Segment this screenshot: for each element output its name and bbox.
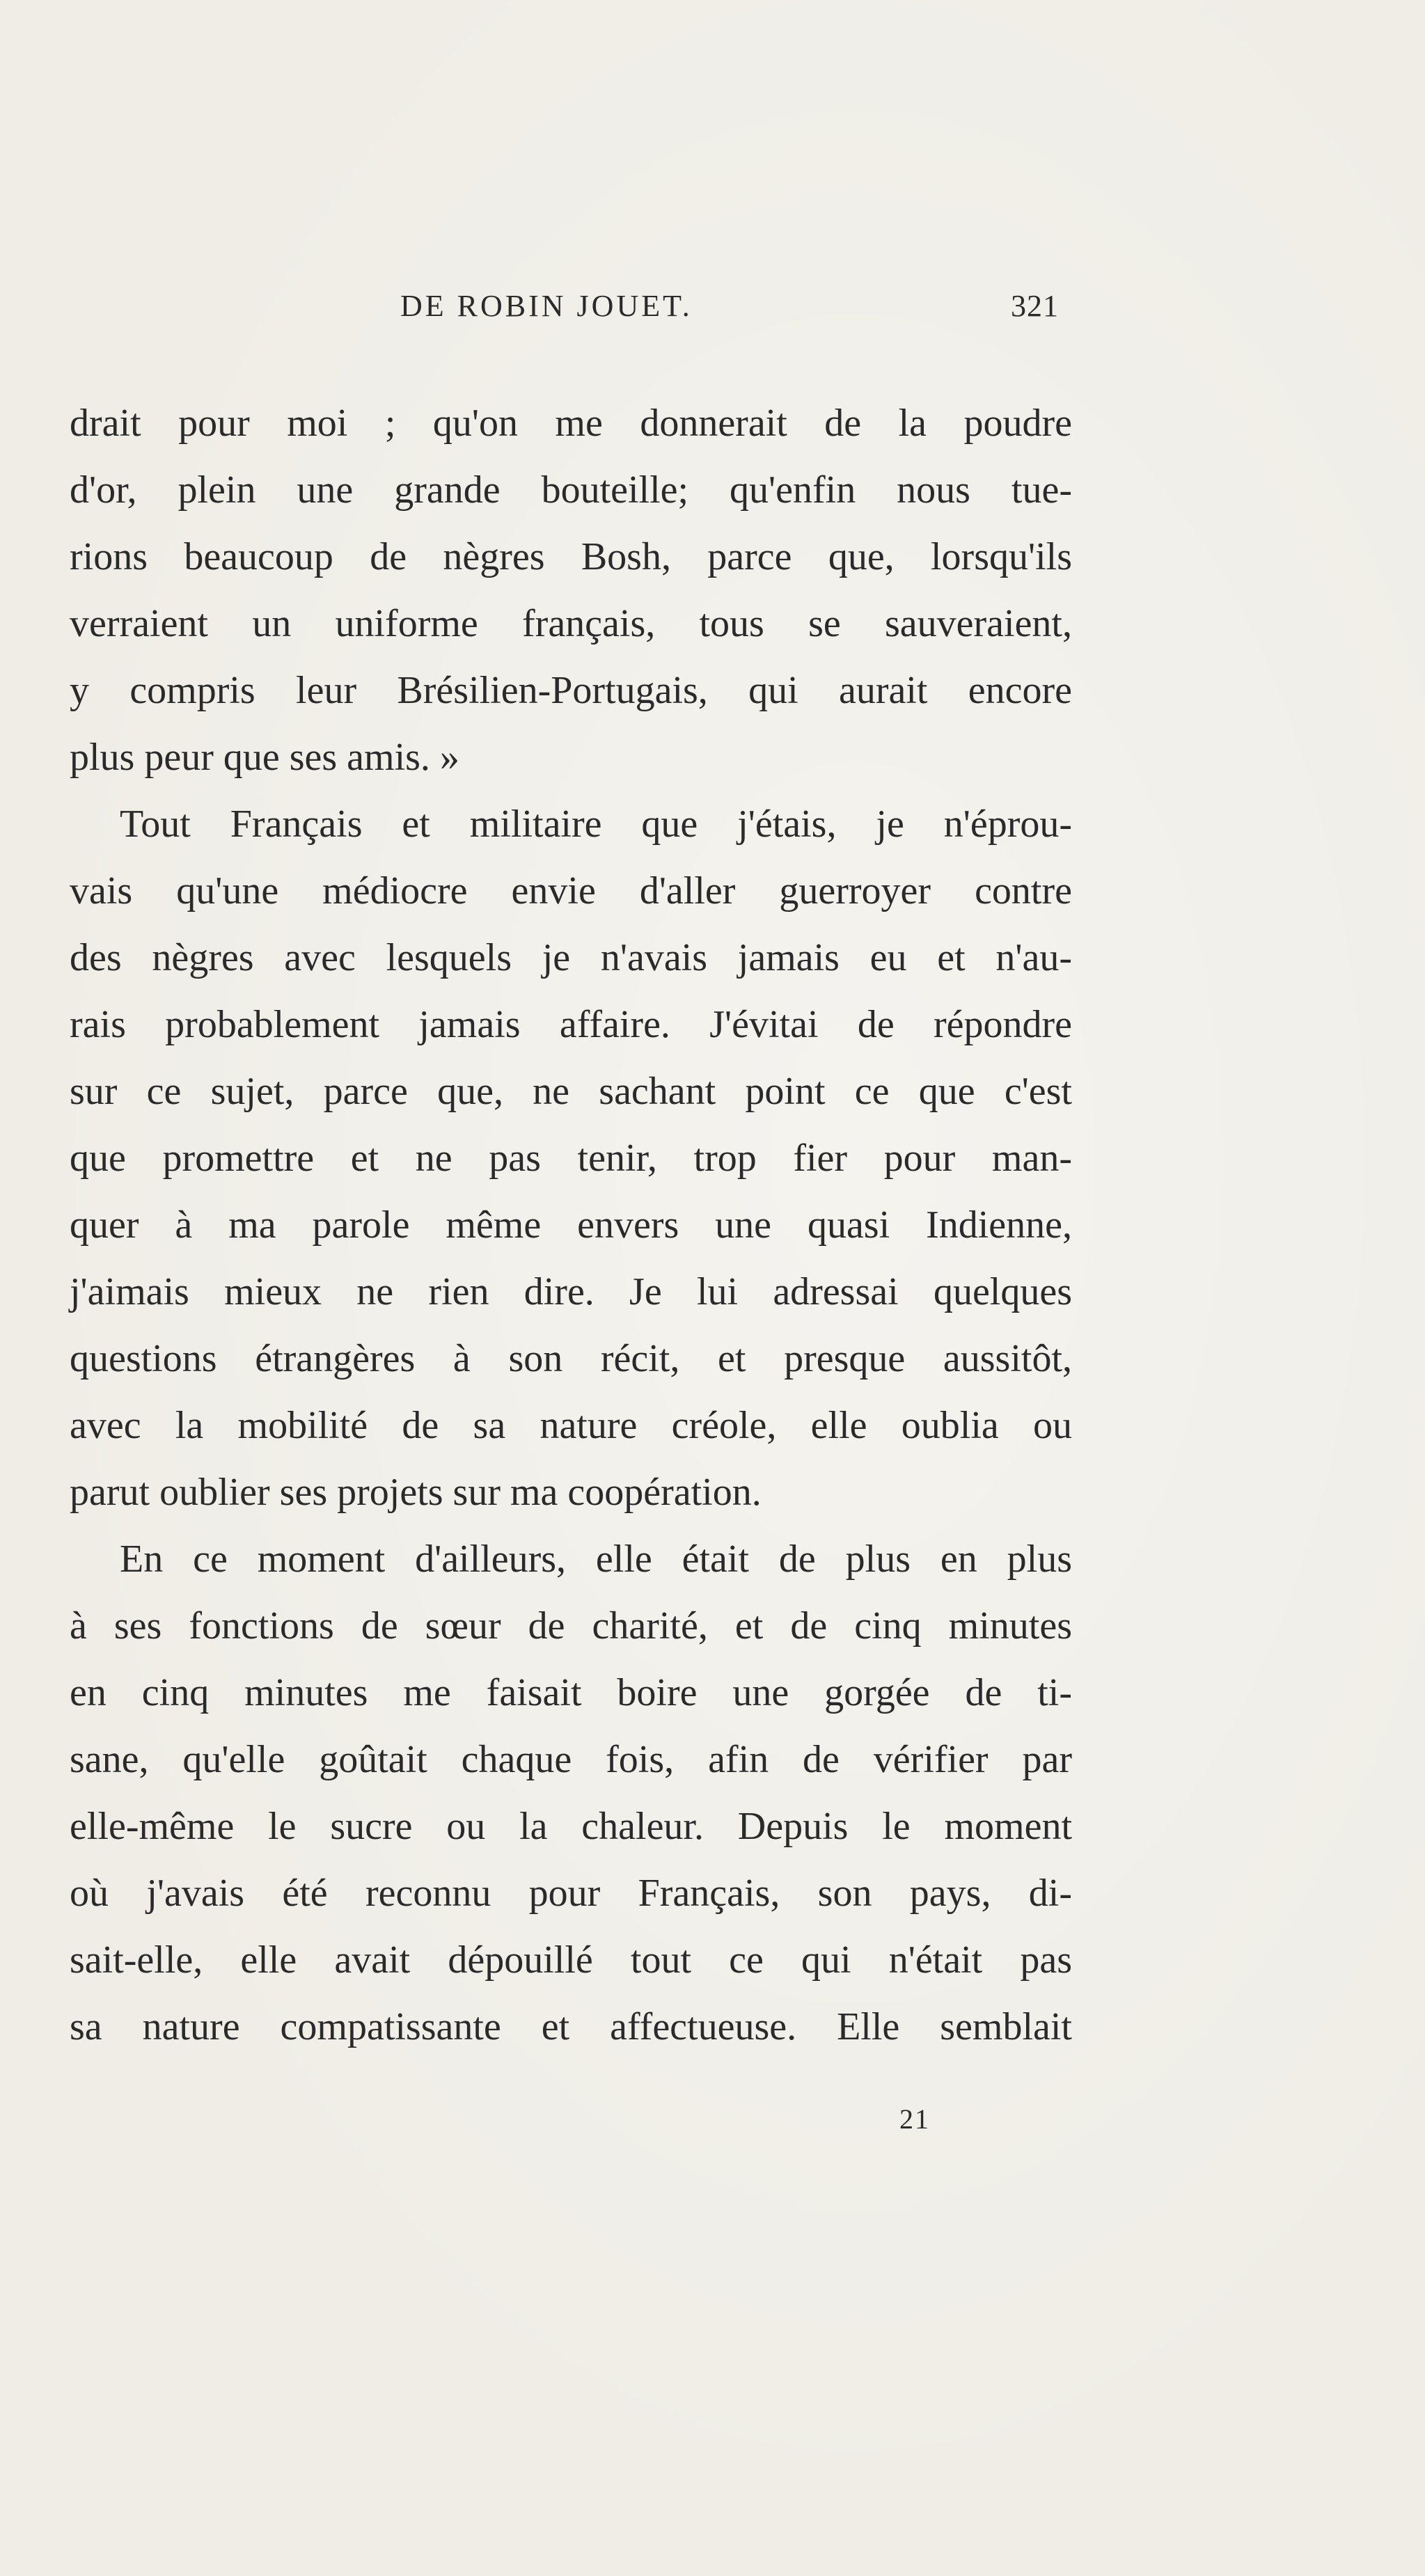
text-line: plus peur que ses amis. » <box>70 736 459 779</box>
text-line: elle-même le sucre ou la chaleur. Depuis le moment <box>70 1805 1072 1848</box>
text-line: En ce moment d'ailleurs, elle était de plus en plus <box>120 1538 1072 1581</box>
running-title: DE ROBIN JOUET. <box>400 289 693 323</box>
text-line: vais qu'une médiocre envie d'aller guerroyer contre <box>70 869 1072 912</box>
text-line: sane, qu'elle goûtait chaque fois, afin de vérifier par <box>70 1738 1072 1781</box>
text-line: d'or, plein une grande bouteille; qu'enfin nous tue- <box>70 468 1072 512</box>
text-line: des nègres avec lesquels je n'avais jamais eu et n'au- <box>70 936 1072 979</box>
text-line: en cinq minutes me faisait boire une gorgée de ti- <box>70 1671 1072 1714</box>
text-line: avec la mobilité de sa nature créole, elle oublia ou <box>70 1404 1072 1447</box>
body-text <box>70 390 1072 2060</box>
text-line: questions étrangères à son récit, et presque aussitôt, <box>70 1337 1072 1380</box>
text-line: verraient un uniforme français, tous se sauveraient, <box>70 602 1072 645</box>
text-line: sait-elle, elle avait dépouillé tout ce qui n'était pas <box>70 1938 1072 1982</box>
text-line: quer à ma parole même envers une quasi Indienne, <box>70 1203 1072 1247</box>
text-line: rions beaucoup de nègres Bosh, parce que, lorsqu'ils <box>70 535 1072 578</box>
text-line: rais probablement jamais affaire. J'évitai de répondre <box>70 1003 1072 1046</box>
text-line: où j'avais été reconnu pour Français, son pays, di- <box>70 1872 1072 1915</box>
text-line: sur ce sujet, parce que, ne sachant point ce que c'est <box>70 1070 1072 1113</box>
text-line: que promettre et ne pas tenir, trop fier pour man- <box>70 1137 1072 1180</box>
running-head <box>0 282 1425 331</box>
text-line: y compris leur Brésilien-Portugais, qui aurait encore <box>70 669 1072 712</box>
text-line: j'aimais mieux ne rien dire. Je lui adressai quelques <box>70 1270 1072 1313</box>
text-line: parut oublier ses projets sur ma coopération. <box>70 1471 762 1514</box>
text-line: à ses fonctions de sœur de charité, et de cinq minutes <box>70 1604 1072 1647</box>
page-number: 321 <box>1011 289 1059 323</box>
text-line: Tout Français et militaire que j'étais, je n'éprou- <box>120 803 1072 846</box>
signature-mark: 21 <box>899 2103 930 2135</box>
text-line: drait pour moi ; qu'on me donnerait de la poudre <box>70 402 1072 445</box>
text-line: sa nature compatissante et affectueuse. Elle semblait <box>70 2005 1072 2048</box>
